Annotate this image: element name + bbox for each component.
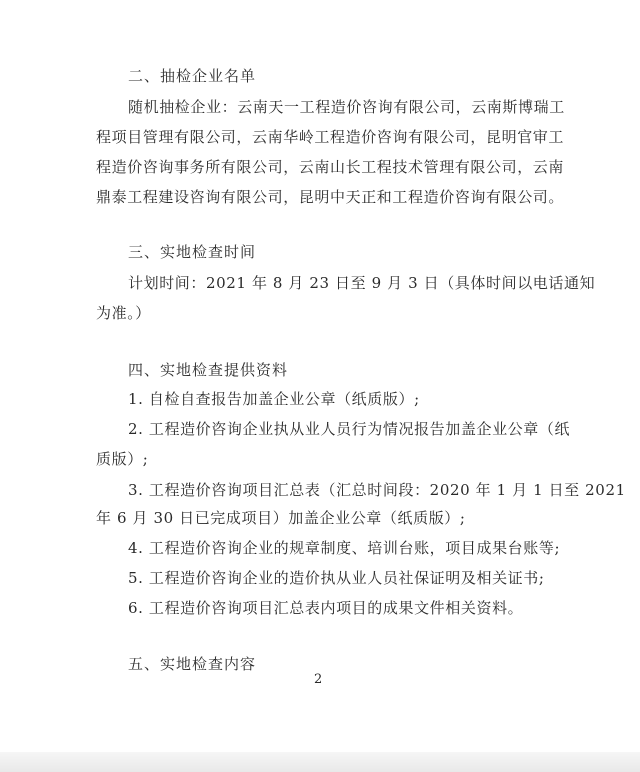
section-5-heading: 五、实地检查内容 xyxy=(128,655,257,673)
section-4-item-3-cont: 年 6 月 30 日已完成项目）加盖企业公章（纸质版）; xyxy=(96,509,466,527)
scan-bottom-edge xyxy=(0,752,640,772)
section-4-item-6: 6. 工程造价咨询项目汇总表内项目的成果文件相关资料。 xyxy=(128,599,524,617)
section-3-line-1: 计划时间：2021 年 8 月 23 日至 9 月 3 日（具体时间以电话通知 xyxy=(128,274,596,292)
section-4-heading: 四、实地检查提供资料 xyxy=(128,361,289,379)
section-4-item-4: 4. 工程造价咨询企业的规章制度、培训台账，项目成果台账等; xyxy=(128,539,561,557)
section-2-heading: 二、抽检企业名单 xyxy=(128,67,257,85)
section-4-item-3: 3. 工程造价咨询项目汇总表（汇总时间段：2020 年 1 月 1 日至 2021 xyxy=(128,481,626,499)
section-2-line-3: 程造价咨询事务所有限公司，云南山长工程技术管理有限公司，云南 xyxy=(96,158,565,176)
section-2-line-4: 鼎泰工程建设咨询有限公司，昆明中天正和工程造价咨询有限公司。 xyxy=(96,188,565,206)
section-3-line-2: 为准。） xyxy=(96,304,151,322)
section-4-item-5: 5. 工程造价咨询企业的造价执从业人员社保证明及相关证书; xyxy=(128,569,545,587)
section-3-heading: 三、实地检查时间 xyxy=(128,243,257,261)
section-2-line-2: 程项目管理有限公司，云南华岭工程造价咨询有限公司，昆明官审工 xyxy=(96,128,565,146)
section-4-item-1: 1. 自检自查报告加盖企业公章（纸质版）; xyxy=(128,390,420,408)
section-4-item-2: 2. 工程造价咨询企业执从业人员行为情况报告加盖企业公章（纸 xyxy=(128,420,571,438)
section-4-item-2-cont: 质版）; xyxy=(96,450,149,468)
page-number: 2 xyxy=(314,672,323,687)
section-2-line-1: 随机抽检企业：云南天一工程造价咨询有限公司，云南斯博瑞工 xyxy=(128,98,565,116)
